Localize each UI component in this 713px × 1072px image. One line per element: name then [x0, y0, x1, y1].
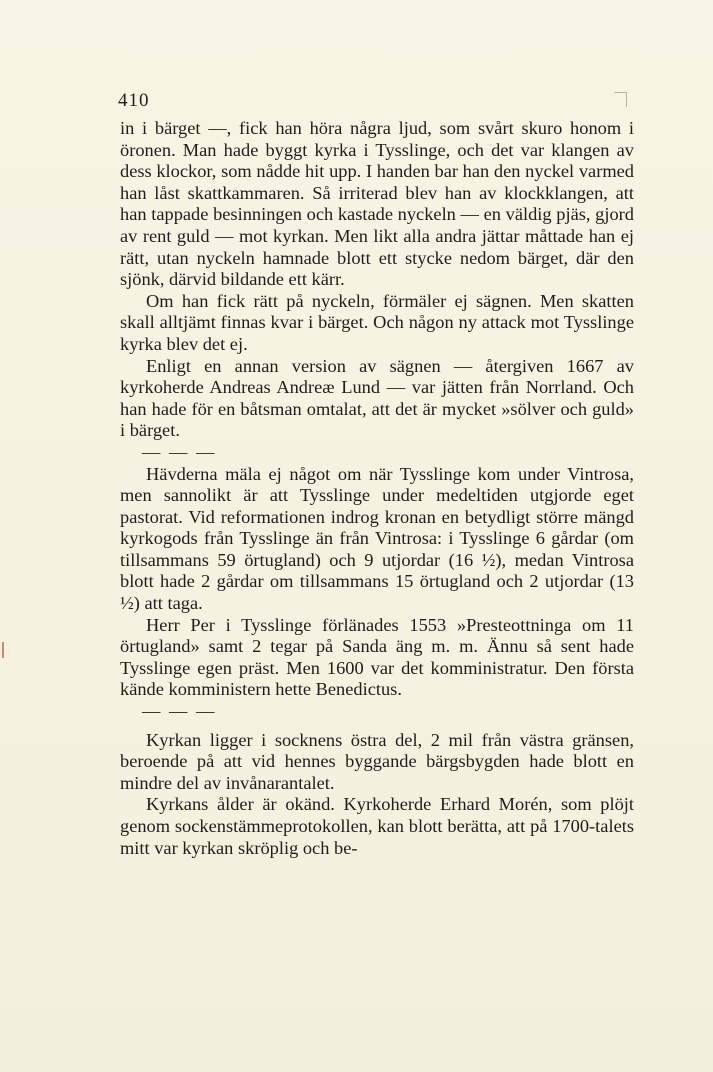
page-number: 410 [118, 90, 150, 111]
margin-mark [2, 642, 4, 658]
section-separator: — — — [142, 441, 217, 462]
paragraph: Kyrkans ålder är okänd. Kyrkoherde Erhard Morén, som plöjt genom sockenstämmeprotokollen, kan blott berätta, att på 1700-talets mitt var kyrkan skröplig och be- [120, 794, 634, 858]
paragraph: Enligt en annan version av sägnen — återgiven 1667 av kyrkoherde Andreas Andreæ Lund — var jätten från Norrland. Och han hade för en båtsman omtalat, att det är mycket »sölver och guld» i bärget. [120, 355, 634, 441]
page-corner-mark [614, 92, 627, 107]
body-text [120, 118, 634, 859]
paragraph: in i bärget —, fick han höra några ljud, som svårt skuro honom i öronen. Man hade byggt kyrka i Tysslinge, och det var klangen av dess klockor, som nådde hit upp. I handen bar han den nyckel varmed han låst skattkammaren. Så irriterad blev han av klockklangen, att han tappade besinningen och kastade nyckeln — en väldig pjäs, gjord av rent guld — mot kyrkan. Men likt alla andra jättar måttade han ej rätt, utan nyckeln hamnade blott ett stycke nedom bärget, där den sjönk, därvid bildande ett kärr. [120, 118, 634, 290]
paragraph: Om han fick rätt på nyckeln, förmäler ej sägnen. Men skatten skall alltjämt finnas kvar i bärget. Och någon ny attack mot Tysslinge kyrka blev det ej. [120, 290, 634, 354]
paragraph: Herr Per i Tysslinge förlänades 1553 »Presteottninga om 11 örtugland» samt 2 tegar på Sanda äng m. m. Ännu så sent hade Tysslinge egen präst. Men 1600 var det komministratur. Den första kände komministern hette Benedictus. [120, 614, 634, 700]
paragraph: Kyrkan ligger i socknens östra del, 2 mil från västra gränsen, beroende på att vid hennes byggande bärgsbygden hade blott en mindre del av invånarantalet. [120, 729, 634, 793]
paragraph: Hävderna mäla ej något om när Tysslinge kom under Vintrosa, men sannolikt är att Tysslinge under medeltiden utgjorde eget pastorat. Vid reformationen indrog kronan en betydligt större mängd kyrkogods från Tysslinge än från Vintrosa: i Tysslinge 6 gårdar (om tillsammans 59 örtugland) och 9 utjordar (16 ½), medan Vintrosa blott hade 2 gårdar om tillsammans 15 örtugland och 2 utjordar (13 ½) att taga. [120, 463, 634, 614]
section-separator: — — — [142, 701, 217, 722]
